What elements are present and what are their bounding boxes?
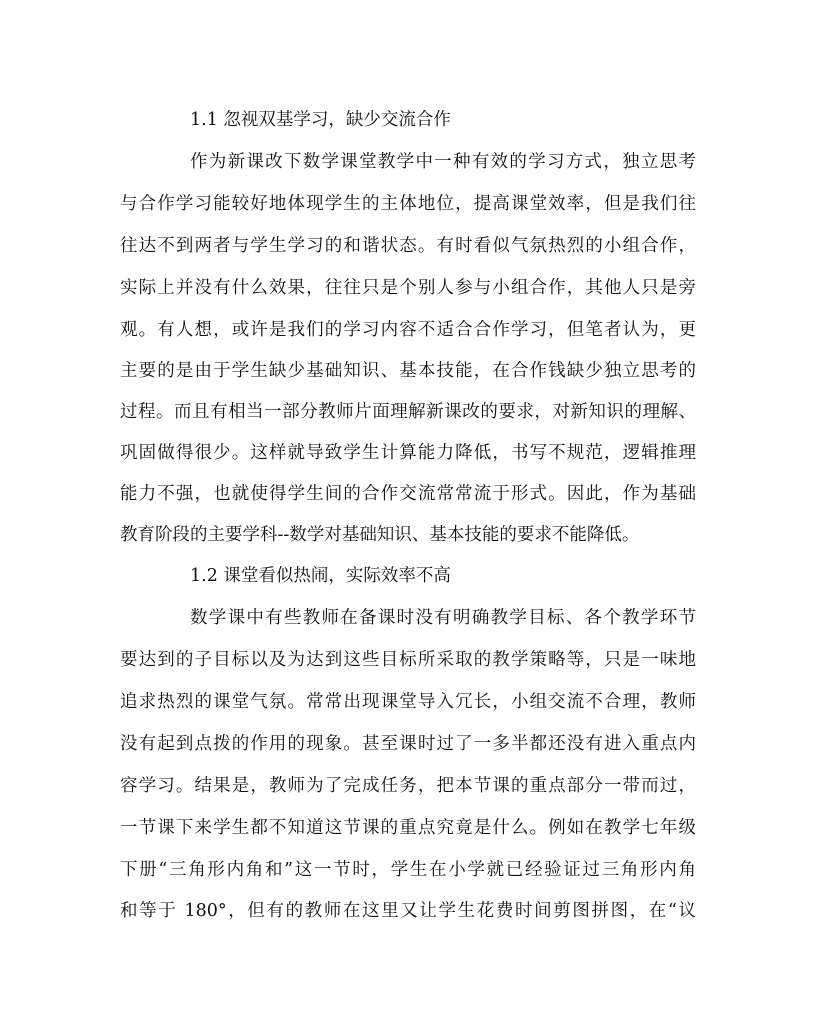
paragraph-line: 主要的是由于学生缺少基础知识、基本技能，在合作钱缺少独立思考的 (120, 361, 696, 381)
paragraph-line: 追求热烈的课堂气氛。常常出现课堂导入冗长，小组交流不合理，教师 (120, 692, 696, 712)
section-heading: 1.1 忽视双基学习，缺少交流合作 (190, 110, 451, 130)
paragraph-line: 容学习。结果是，教师为了完成任务，把本节课的重点部分一带而过， (120, 776, 696, 796)
paragraph-line: 教育阶段的主要学科--数学对基础知识、基本技能的要求不能降低。 (120, 525, 640, 545)
paragraph-line: 和等于 180°，但有的教师在这里又让学生花费时间剪图拼图，在“议 (120, 901, 696, 921)
paragraph-line: 作为新课改下数学课堂教学中一种有效的学习方式，独立思考 (190, 152, 696, 172)
paragraph-line: 能力不强，也就使得学生间的合作交流常常流于形式。因此，作为基础 (120, 484, 696, 504)
paragraph-line: 一节课下来学生都不知道这节课的重点究竟是什么。例如在教学七年级 (120, 818, 696, 838)
paragraph-line: 过程。而且有相当一部分教师片面理解新课改的要求，对新知识的理解、 (120, 402, 696, 422)
paragraph-line: 没有起到点拨的作用的现象。甚至课时过了一多半都还没有进入重点内 (120, 734, 696, 754)
paragraph-line: 观。有人想，或许是我们的学习内容不适合合作学习，但笔者认为，更 (120, 320, 696, 340)
paragraph-line: 下册“三角形内角和”这一节时，学生在小学就已经验证过三角形内角 (120, 860, 696, 880)
paragraph-line: 与合作学习能较好地体现学生的主体地位，提高课堂效率，但是我们往 (120, 194, 696, 214)
paragraph-line: 数学课中有些教师在备课时没有明确教学目标、各个教学环节 (190, 608, 696, 628)
paragraph-line: 巩固做得很少。这样就导致学生计算能力降低，书写不规范，逻辑推理 (120, 443, 696, 463)
section-heading: 1.2 课堂看似热闹，实际效率不高 (190, 566, 451, 586)
paragraph-line: 往达不到两者与学生学习的和谐状态。有时看似气氛热烈的小组合作， (120, 236, 696, 256)
paragraph-line: 要达到的子目标以及为达到这些目标所采取的教学策略等，只是一味地 (120, 650, 696, 670)
paragraph-line: 实际上并没有什么效果，往往只是个别人参与小组合作，其他人只是旁 (120, 278, 696, 298)
